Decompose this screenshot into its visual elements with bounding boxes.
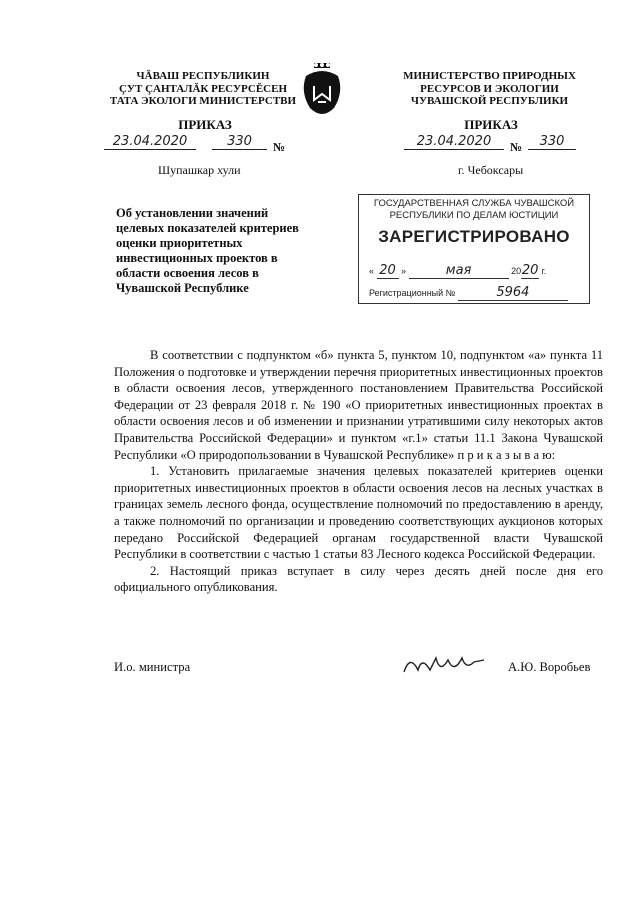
stamp-line: РЕСПУБЛИКИ ПО ДЕЛАМ ЮСТИЦИИ <box>389 210 559 221</box>
date-left: 23.04.2020 <box>104 134 196 150</box>
stamp-year-prefix: 20 <box>511 266 522 276</box>
header-right <box>392 70 587 108</box>
stamp-status: ЗАРЕГИСТРИРОВАНО <box>378 227 570 246</box>
stamp-reg-label: Регистрационный № <box>369 288 456 298</box>
header-line: ÇУТ ÇАНТАЛĂК РЕСУРСĔСЕН <box>118 82 288 95</box>
body-paragraph: 2. Настоящий приказ вступает в силу через десять дней после дня его официального опубликования. <box>114 563 603 595</box>
header-line: ЧУВАШСКОЙ РЕСПУБЛИКИ <box>410 95 569 107</box>
signatory-name: А.Ю. Воробьев <box>508 660 591 674</box>
signatory-position: И.о. министра <box>114 660 191 674</box>
number-sign-left: № <box>273 140 286 154</box>
date-right: 23.04.2020 <box>404 134 504 150</box>
body-paragraph: В соответствии с подпунктом «б» пункта 5, пунктом 10, подпунктом «а» пункта 11 Положения о подготовке и утверждении перечня приоритетных инвестиционных проектов в области освоения лесов, утвержденного постановлением Правительства Российской Федерации от 23 февраля 2018 г. № 190 «О приоритетных инвестиционных проектах в области освоения лесов и об изменении и признании утратившими силу некоторых актов Правительства Российской Федерации» и пунктом «г.1» статьи 11.1 Закона Чувашской Республики «О природопользовании в Чувашской Республике» п р и к а з ы в а ю: <box>114 348 603 462</box>
number-sign-right: № <box>510 140 523 154</box>
stamp-line: ГОСУДАРСТВЕННАЯ СЛУЖБА ЧУВАШСКОЙ <box>373 198 575 209</box>
handwritten-signature <box>400 650 490 680</box>
stamp-year: 20 <box>521 263 539 278</box>
header-line: МИНИСТЕРСТВО ПРИРОДНЫХ <box>403 70 576 82</box>
document-title: Об установлении значений целевых показателей критериев оценки приоритетных инвестиционных проектов в области освоения лесов в Чувашской Республике <box>116 206 299 295</box>
number-left: 330 <box>212 134 267 150</box>
stamp-day: 20 <box>377 263 399 279</box>
stamp-quote: » <box>401 266 407 276</box>
document-body <box>114 347 603 596</box>
header-left <box>108 70 298 108</box>
coat-of-arms-emblem <box>300 62 344 120</box>
stamp-year-suffix: г. <box>541 266 547 276</box>
header-line: ЧĂВАШ РЕСПУБЛИКИН <box>136 70 270 82</box>
doc-type-right: ПРИКАЗ <box>464 117 518 132</box>
stamp-reg-number: 5964 <box>458 285 568 301</box>
number-right: 330 <box>528 134 576 150</box>
header-line: ТАТА ЭКОЛОГИ МИНИСТЕРСТВИ <box>109 95 297 107</box>
doc-type-left: ПРИКАЗ <box>178 117 232 132</box>
stamp-month: мая <box>409 263 509 279</box>
header-line: РЕСУРСОВ И ЭКОЛОГИИ <box>420 82 559 95</box>
stamp-quote: « <box>369 266 375 276</box>
city-right: г. Чебоксары <box>458 163 524 177</box>
body-paragraph: 1. Установить прилагаемые значения целевых показателей критериев оценки приоритетных инвестиционных проектов в области освоения лесов на лесных участках в границах земель лесного фонда, осуществление полномочий по предоставлению в аренду, а также полномочий по организации и проведению соответствующих аукционов которых передано Российской Федерацией органам государственной власти Чувашской Республики в соответствии с частью 1 статьи 83 Лесного кодекса Российской Федерации. <box>114 464 603 562</box>
city-left: Шупашкар хули <box>158 163 241 177</box>
registration-stamp <box>358 194 590 304</box>
